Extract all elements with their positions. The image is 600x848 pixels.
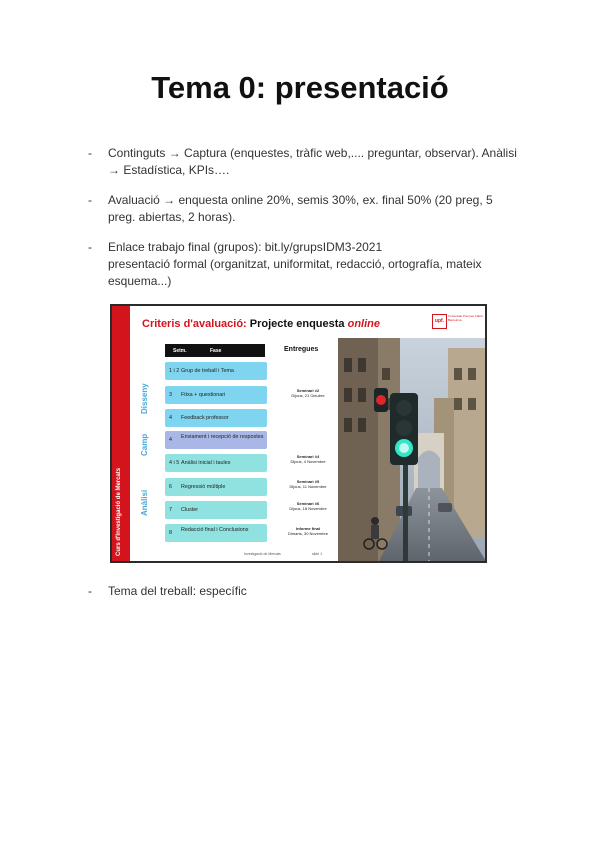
bullet-dash: - <box>88 193 92 207</box>
bullet-dash: - <box>88 240 92 254</box>
section-label-camp: Camp <box>140 433 149 456</box>
row-phase: Fitxa + questionari <box>181 392 226 398</box>
row-phase: Regressió múltiple <box>181 484 226 490</box>
slide-footer-right: slide 1 <box>312 552 323 556</box>
row-week: 6 <box>169 484 172 490</box>
page-title: Tema 0: presentació <box>151 70 449 105</box>
bullet-line: Tema del treball: específic <box>108 584 247 598</box>
delivery-title: Informe final <box>295 526 320 531</box>
delivery-date: Dijous, 11 Novembre <box>289 484 327 489</box>
slide-title-dark: Projecte enquesta <box>246 318 348 330</box>
row-phase: Anàlisi inicial i taules <box>181 460 231 466</box>
row-phase: Grup de treball i Tema <box>181 368 234 374</box>
row-phase: Redacció final i Conclusions <box>181 527 249 533</box>
bullet-line-link[interactable]: Enlace trabajo final (grupos): bit.ly/grupsIDM3-2021 <box>108 240 383 254</box>
bullet-line: Continguts → Captura (enquestes, tràfic web,.... preguntar, observar). Anàlisi <box>108 146 517 160</box>
slide-footer-left: Investigació de Mercats <box>244 552 281 556</box>
delivery-title: Seminari #5 <box>296 479 320 484</box>
delivery-item <box>272 454 344 464</box>
delivery-date: Dijous, 18 Novembre <box>289 506 327 511</box>
row-phase: Cluster <box>181 507 199 513</box>
slide-title <box>142 318 380 330</box>
logo-text: Universitat Pompeu Fabra Barcelona <box>448 314 483 322</box>
delivery-item <box>272 501 344 511</box>
row-week: 4 <box>169 437 172 443</box>
entregues-header: Entregues <box>284 346 319 353</box>
slide-title-italic: online <box>347 318 380 330</box>
row-week: 4 <box>169 415 172 421</box>
university-logo <box>432 314 484 330</box>
header-fase: Fase <box>210 348 222 354</box>
bullet-line: esquema...) <box>108 274 172 288</box>
phase-row <box>165 501 267 519</box>
delivery-date: Dijous, 4 Novembre <box>290 459 326 464</box>
section-label-analisi: Anàlisi <box>140 489 149 516</box>
upf-logo-icon: upf. <box>432 314 447 329</box>
row-week: 8 <box>169 530 172 536</box>
phase-row <box>165 478 267 496</box>
table-header <box>165 344 265 357</box>
row-week: 3 <box>169 392 172 398</box>
traffic-light-photo <box>338 338 487 563</box>
row-week: 7 <box>169 507 172 513</box>
slide-image <box>110 304 487 563</box>
row-phase: Feedback professor <box>181 415 229 421</box>
bullet-dash: - <box>88 584 92 598</box>
row-week: 4 i 5 <box>169 460 180 466</box>
bullet-line: → Estadística, KPIs…. <box>108 163 230 177</box>
row-week: 1 i 2 <box>169 368 180 374</box>
delivery-item <box>272 526 344 536</box>
bullet-line: Avaluació → enquesta online 20%, semis 30%, ex. final 50% (20 preg, 5 <box>108 193 493 207</box>
delivery-date: Dimarts, 30 Novembre <box>287 531 328 536</box>
phase-row <box>165 362 267 380</box>
delivery-item <box>272 388 344 398</box>
header-setm: Setm. <box>173 348 187 354</box>
delivery-title: Seminari #6 <box>296 501 320 506</box>
delivery-date: Dijous, 21 Octubre <box>291 393 325 398</box>
delivery-title: Seminari #4 <box>296 454 320 459</box>
slide-side-bar-text: Curs d'Investigació de Mercats <box>116 467 122 556</box>
slide-title-red: Criteris d'avaluació: <box>142 318 247 330</box>
phase-row <box>165 386 267 404</box>
delivery-item <box>272 479 344 489</box>
phase-row <box>165 524 267 542</box>
phase-row <box>165 409 267 427</box>
delivery-title: Seminari #2 <box>296 388 320 393</box>
bullet-dash: - <box>88 146 92 160</box>
phase-row <box>165 431 267 449</box>
bullet-line: presentació formal (organitzat, uniformitat, redacció, ortografía, mateix <box>108 257 482 271</box>
phase-row <box>165 454 267 472</box>
row-phase: Enviament i recepció de respostes <box>181 434 264 440</box>
section-label-disseny: Disseny <box>140 383 149 414</box>
bullet-line: preg. abiertas, 2 horas). <box>108 210 236 224</box>
